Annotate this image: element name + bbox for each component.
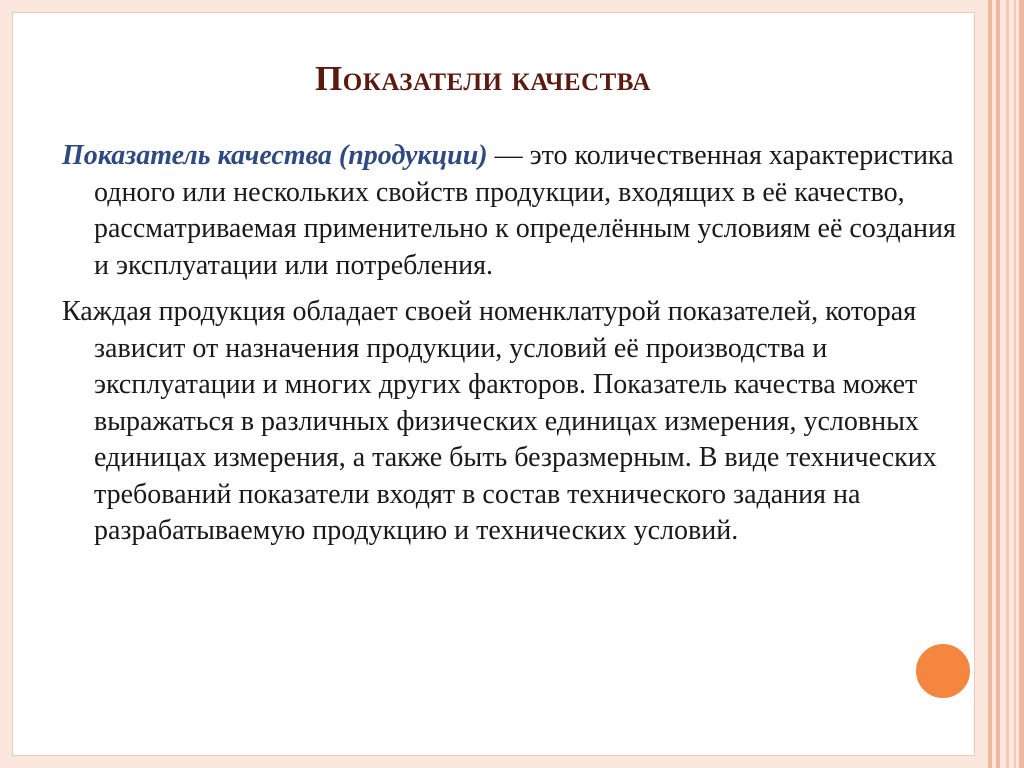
decorative-stripe [1014,0,1016,768]
defined-term: Показатель качества (продукции) [62,140,488,171]
decorative-stripe [988,0,992,768]
definition-paragraph [62,138,962,284]
decorative-stripe [1019,0,1024,768]
description-paragraph: Каждая продукция обладает своей номенклатурой показателей, которая зависит от назначения продукции, условий её производства и эксплуатации и многих других факторов. Показатель качества может выражаться в различных физических единицах измерения, условных единицах измерения, а также быть безразмерным. В виде технических требований показатели входят в состав технического задания на разрабатываемую продукцию и технических условий. [62,296,937,546]
decorative-stripe [996,0,1000,768]
orange-circle-decoration [913,641,973,701]
decorative-stripe [1006,0,1009,768]
slide-title: Показатели качества [315,59,651,98]
definition-text: — это количественная характеристика одного или нескольких свойств продукции, входящих в её качество, рассматриваемая применительно к определённым условиям её создания и эксплуатации или потребления. [94,140,956,281]
slide-body [62,138,962,560]
